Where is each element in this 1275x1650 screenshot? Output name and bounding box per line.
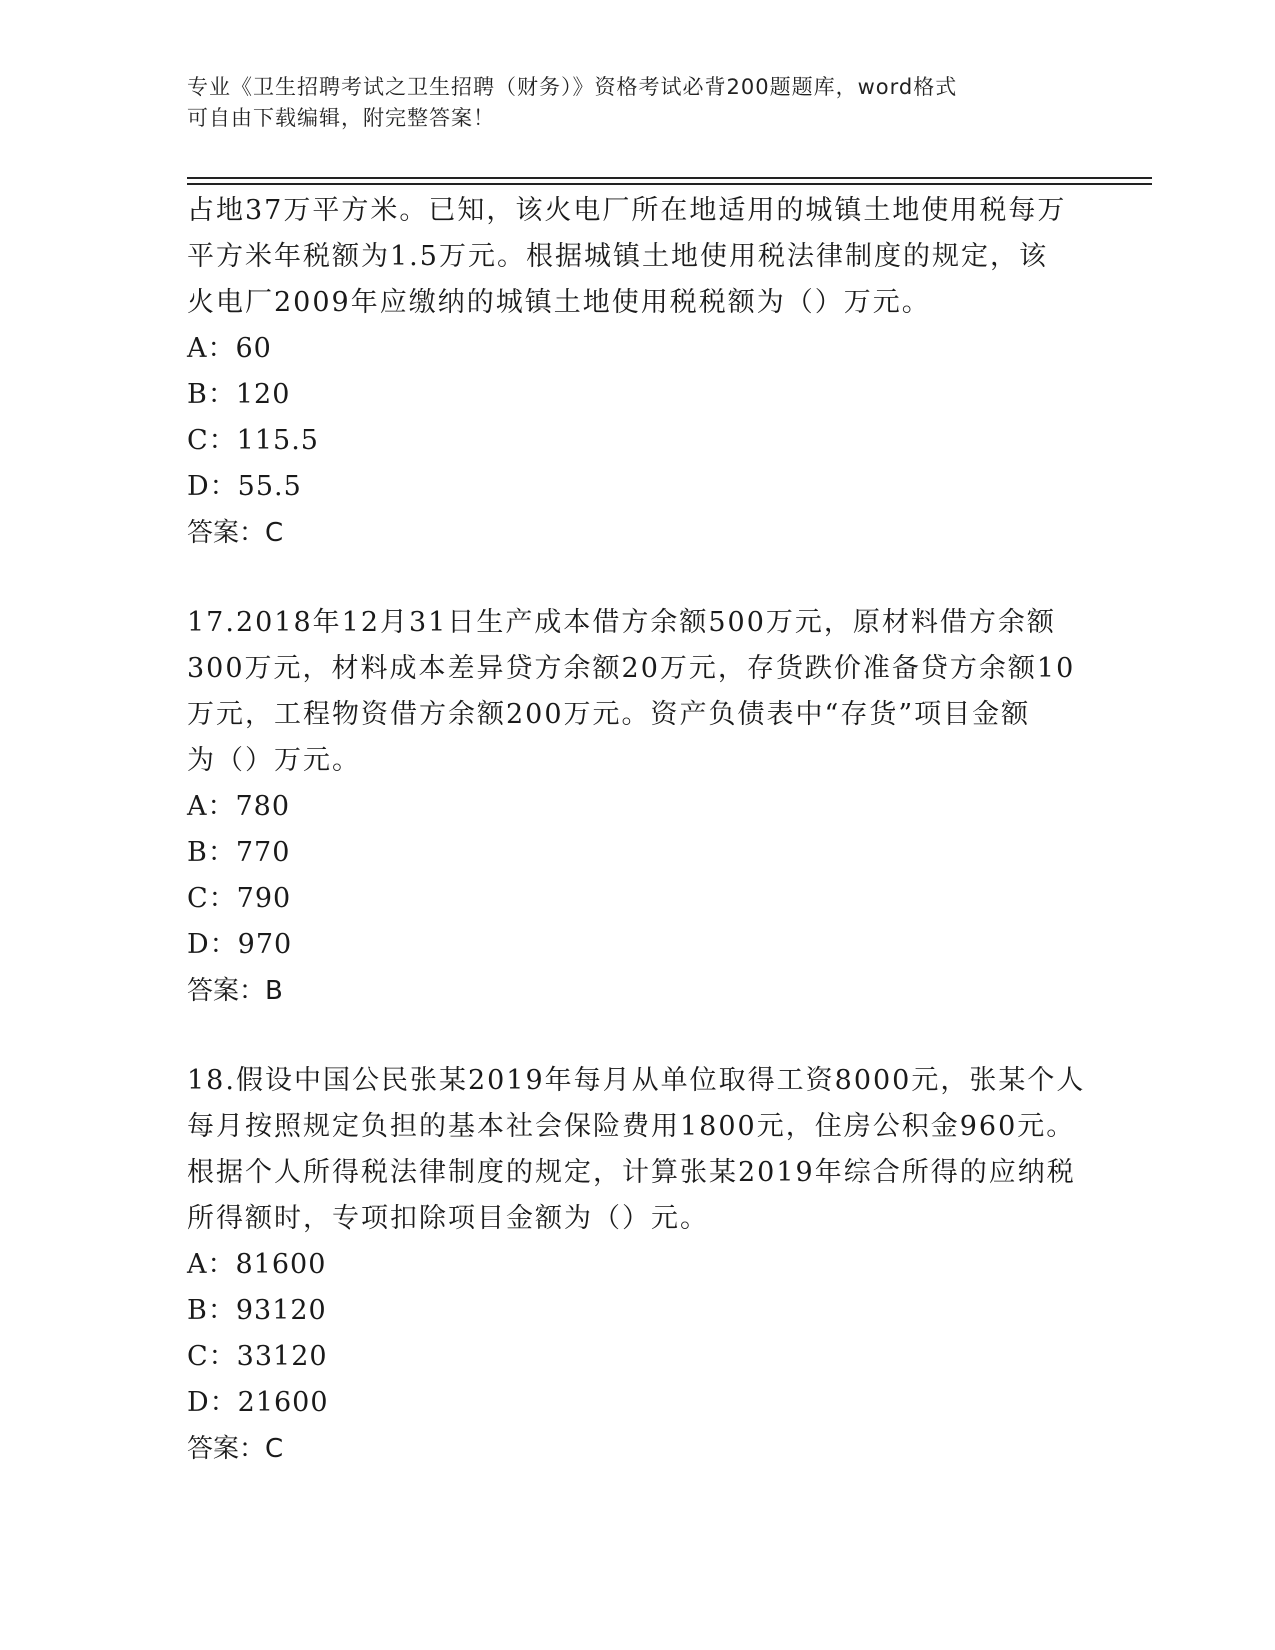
answer: 答案：B xyxy=(187,976,283,1006)
option-a: A：81600 xyxy=(187,1249,327,1280)
question-text-line: 占地37万平方米。已知，该火电厂所在地适用的城镇土地使用税每万 xyxy=(187,195,1067,226)
question-text xyxy=(187,1058,1087,1242)
option-d: D：21600 xyxy=(187,1387,329,1418)
question-text-line: 火电厂2009年应缴纳的城镇土地使用税税额为（）万元。 xyxy=(187,287,931,318)
document-header xyxy=(187,72,1067,134)
option-b: B：93120 xyxy=(187,1295,327,1326)
question-text xyxy=(187,600,1087,784)
header-divider-top xyxy=(187,177,1152,179)
question-17 xyxy=(187,600,1087,1014)
option-a: A：60 xyxy=(187,333,272,364)
question-text-line: 平方米年税额为1.5万元。根据城镇土地使用税法律制度的规定，该 xyxy=(187,241,1048,272)
question-text-line: 300万元，材料成本差异贷方余额20万元，存货跌价准备贷方余额10 xyxy=(187,653,1076,684)
option-b: B：120 xyxy=(187,379,291,410)
question-text-line: 所得额时，专项扣除项目金额为（）元。 xyxy=(187,1203,709,1234)
question-list xyxy=(187,188,1087,1472)
header-title-line-1: 专业《卫生招聘考试之卫生招聘（财务）》资格考试必背200题题库，word格式 xyxy=(187,75,958,99)
header-title-line-2: 可自由下载编辑，附完整答案！ xyxy=(187,106,495,130)
question-spacer xyxy=(187,1014,1087,1058)
answer: 答案：C xyxy=(187,1434,284,1464)
option-d: D：55.5 xyxy=(187,471,302,502)
option-a: A：780 xyxy=(187,791,291,822)
question-spacer xyxy=(187,556,1087,600)
answer: 答案：C xyxy=(187,518,284,548)
question-text-line: 18.假设中国公民张某2019年每月从单位取得工资8000元，张某个人 xyxy=(187,1065,1086,1096)
question-18 xyxy=(187,1058,1087,1472)
question-text-line: 每月按照规定负担的基本社会保险费用1800元，住房公积金960元。 xyxy=(187,1111,1076,1142)
option-c: C：115.5 xyxy=(187,425,319,456)
question-text-line: 17.2018年12月31日生产成本借方余额500万元，原材料借方余额 xyxy=(187,607,1056,638)
option-c: C：33120 xyxy=(187,1341,328,1372)
question-text-line: 为（）万元。 xyxy=(187,745,361,776)
question-text-line: 万元，工程物资借方余额200万元。资产负债表中“存货”项目金额 xyxy=(187,699,1031,730)
question-16 xyxy=(187,188,1087,556)
option-c: C：790 xyxy=(187,883,292,914)
header-divider-bottom xyxy=(187,183,1152,185)
question-text-line: 根据个人所得税法律制度的规定，计算张某2019年综合所得的应纳税 xyxy=(187,1157,1076,1188)
option-d: D：970 xyxy=(187,929,293,960)
question-text xyxy=(187,188,1087,326)
option-b: B：770 xyxy=(187,837,291,868)
